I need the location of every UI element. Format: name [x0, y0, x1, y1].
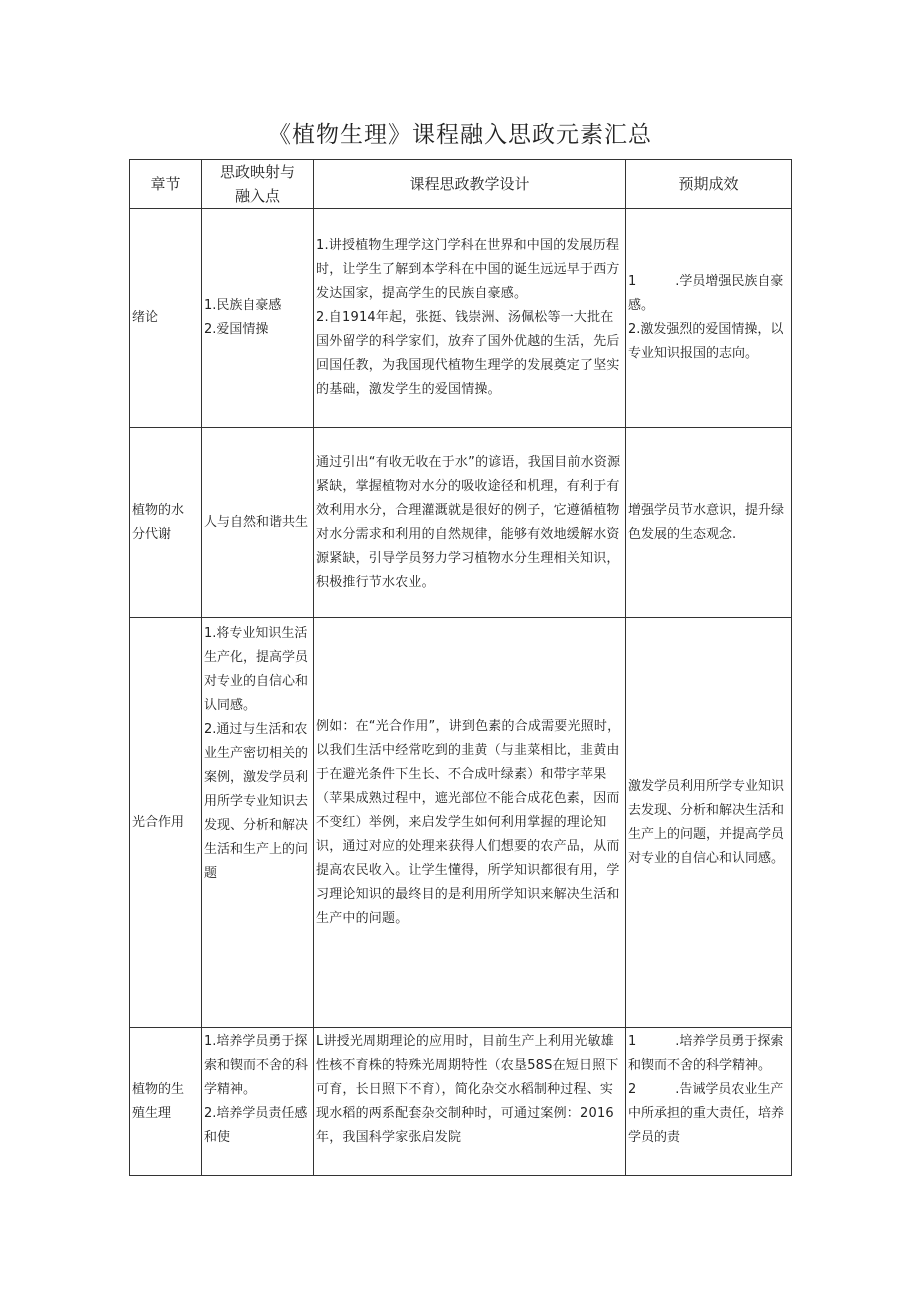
header-row: [130, 160, 792, 209]
design-cell: 1.讲授植物生理学这门学科在世界和中国的发展历程时，让学生了解到本学科在中国的诞生远远早于西方发达国家，提高学生的民族自豪感。 2.自1914年起，张挺、钱崇洲、汤佩松等一大批在国外留学的科学家们，放弃了国外优越的生活，先后回国任教，为我国现代植物生理学的发展奠定了坚实的基础，激发学生的爱国情操。: [314, 209, 626, 428]
outcome-cell: 激发学员利用所学专业知识去发现、分析和解决生活和生产上的问题，并提高学员对专业的自信心和认同感。: [626, 618, 792, 1028]
outcome-cell: 1 .学员增强民族自豪感。 2.激发强烈的爱国情操，以专业知识报国的志向。: [626, 209, 792, 428]
header-chapter: 章节: [130, 160, 202, 209]
points-cell: 1.民族自豪感 2.爱国情操: [202, 209, 314, 428]
table-row: [130, 428, 792, 618]
table-row: [130, 618, 792, 1028]
outcome-cell: 增强学员节水意识，提升绿色发展的生态观念.: [626, 428, 792, 618]
header-outcome: 预期成效: [626, 160, 792, 209]
chapter-cell: 光合作用: [130, 618, 202, 1028]
points-cell: 1.将专业知识生活生产化，提高学员对专业的自信心和认同感。 2.通过与生活和农业生产密切相关的案例，激发学员利用所学专业知识去发现、分析和解决生活和生产上的问题: [202, 618, 314, 1028]
ideology-table: [129, 159, 792, 1176]
header-design: 课程思政教学设计: [314, 160, 626, 209]
chapter-cell: 植物的水 分代谢: [130, 428, 202, 618]
table-row: [130, 209, 792, 428]
header-points: 思政映射与 融入点: [202, 160, 314, 209]
document-title: 《植物生理》课程融入思政元素汇总: [268, 122, 652, 148]
table-row: [130, 1028, 792, 1176]
points-cell: 1.培养学员勇于探索和锲而不舍的科学精神。 2.培养学员责任感和使: [202, 1028, 314, 1176]
chapter-cell: 植物的生 殖生理: [130, 1028, 202, 1176]
chapter-cell: 绪论: [130, 209, 202, 428]
outcome-cell: 1 .培养学员勇于探索和锲而不舍的科学精神。 2 .告诫学员农业生产中所承担的重大责任，培养学员的责: [626, 1028, 792, 1176]
design-cell: 例如：在“光合作用”，讲到色素的合成需要光照时，以我们生活中经常吃到的韭黄（与韭菜相比，韭黄由于在避光条件下生长、不合成叶绿素）和带字苹果（苹果成熟过程中，遮光部位不能合成花色素，因而不变红）举例，来启发学生如何利用掌握的理论知识，通过对应的处理来获得人们想要的农产品，从而提高农民收入。让学生懂得，所学知识都很有用，学习理论知识的最终目的是利用所学知识来解决生活和生产中的问题。: [314, 618, 626, 1028]
points-cell: 人与自然和谐共生: [202, 428, 314, 618]
design-cell: L讲授光周期理论的应用时，目前生产上利用光敏雄性核不育株的特殊光周期特性（农垦58S在短日照下可育，长日照下不育），简化杂交水稻制种过程、实现水稻的两系配套杂交制种时，可通过案例：2016年，我国科学家张启发院: [314, 1028, 626, 1176]
design-cell: 通过引出“有收无收在于水”的谚语，我国目前水资源紧缺，掌握植物对水分的吸收途径和机理，有利于有效利用水分，合理灌溉就是很好的例子，它遵循植物对水分需求和利用的自然规律，能够有效地缓解水资源紧缺，引导学员努力学习植物水分生理相关知识，积极推行节水农业。: [314, 428, 626, 618]
